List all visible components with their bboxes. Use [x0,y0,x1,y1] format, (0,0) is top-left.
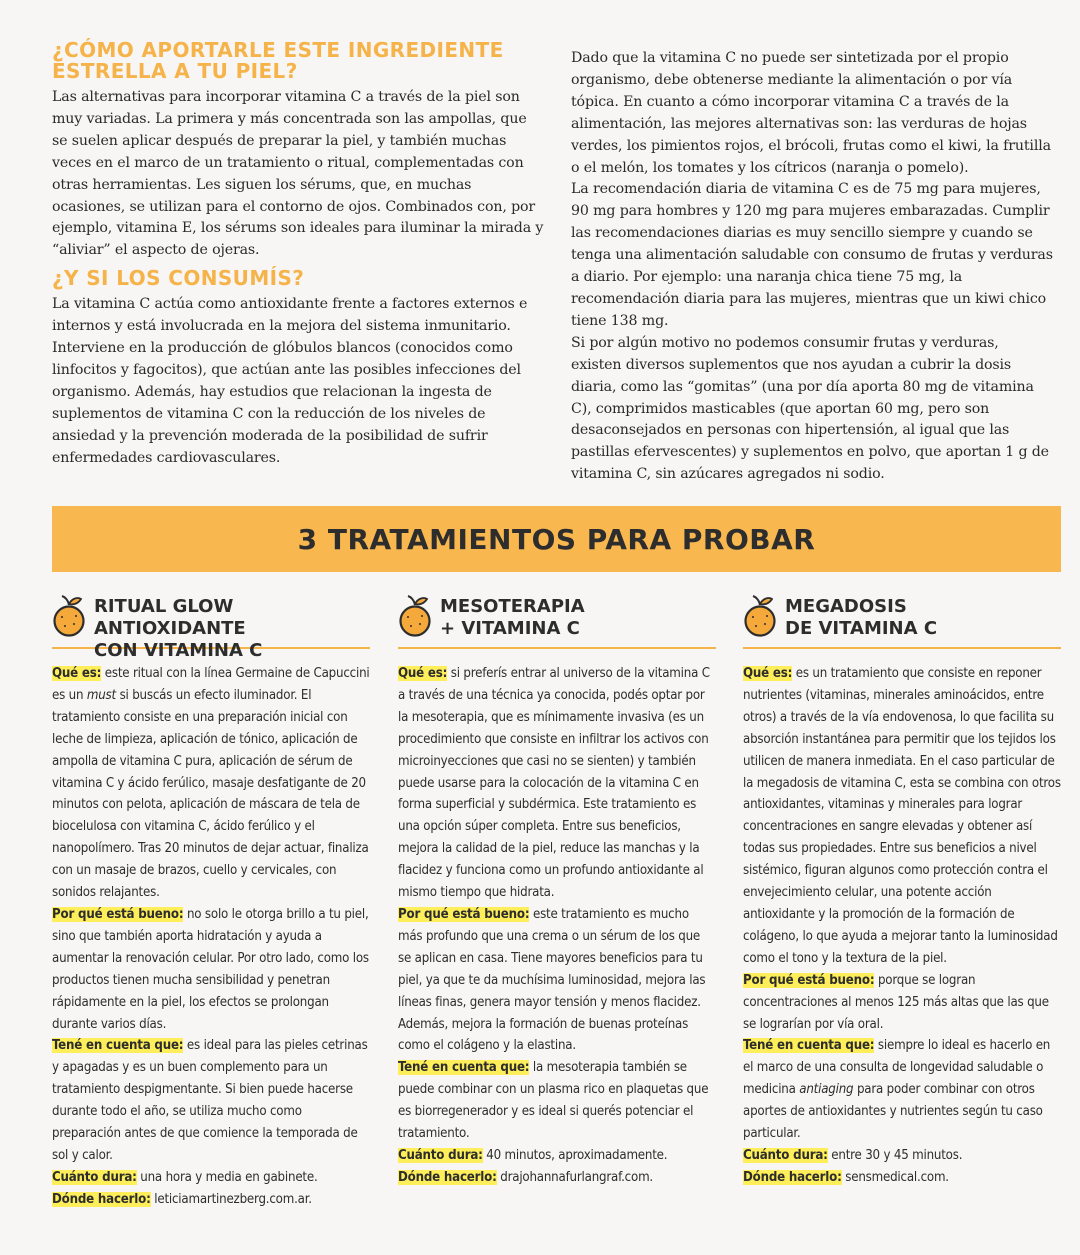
donde-paragraph [398,1167,716,1189]
que-es-paragraph [52,663,370,904]
treatment-mesoterapia [398,593,716,1189]
tene-en-cuenta-paragraph [398,1057,716,1145]
paragraph-suplementos: Si por algún motivo no podemos consumir frutas y verduras, existen diversos suplementos que nos ayudan a cubrir la dosis diaria, como las “gomitas” (una por día aporta 80 mg de vitamina C), comprimidos masticables (que aportan 60 mg, pero son desaconsejados en personas con hipertensión, al igual que las pastillas efervescentes) y suplementos en polvo, que aportan 1 g de vitamina C, sin azúcares agregados ni sodio. [571,334,1049,483]
label-por-que: Por qué está bueno: [743,972,875,988]
cuanto-dura-paragraph [398,1145,716,1167]
label-tene-en-cuenta: Tené en cuenta que: [398,1060,530,1076]
treatment-title-line1: MESOTERAPIA [440,596,585,617]
paragraph-recomendacion: La recomendación diaria de vitamina C es de 75 mg para mujeres, 90 mg para hombres y 120 mg para mujeres embarazadas. Cumplir las recomendaciones diarias es muy sencillo siempre y cuando se tenga una alimentación saludable con consumo de frutas y verduras a diario. Por ejemplo: una naranja chica tiene 75 mg, la recomendación diaria para las mujeres, mientras que un kiwi chico tiene 138 mg. [571,181,1053,329]
label-que-es: Qué es: [398,666,448,681]
por-que-paragraph [52,904,370,1035]
text-tene-en-cuenta: es ideal para las pieles cetrinas y apagadas y es un buen complemento para un tratamiento despigmentante. Si bien puede hacerse durante todo el año, se utiliza mucho como preparación antes de que comience la temporada de sol y calor. [52,1038,368,1163]
por-que-paragraph [398,904,716,1057]
por-que-paragraph [743,970,1061,1036]
donde-paragraph [52,1189,370,1211]
text-donde: drajohannafurlangraf.com. [496,1169,653,1185]
treatment-title-line1: RITUAL GLOW ANTIOXIDANTE [94,596,246,639]
text-tene-em: antiaging [799,1082,854,1098]
text-donde: leticiamartinezberg.com.ar. [150,1191,312,1207]
treatment-body [398,663,716,1189]
treatment-ritual-glow [52,593,370,1211]
label-donde: Dónde hacerlo: [398,1169,497,1185]
treatment-body [52,663,370,1211]
paragraph-sintetizada: Dado que la vitamina C no puede ser sintetizada por el propio organismo, debe obtenerse mediante la alimentación o por vía tópica. En cuanto a cómo incorporar vitamina C a través de la alimentación, las mejores alternativas son: las verduras de hojas verdes, los pimientos rojos, el brócoli, frutas como el kiwi, la frutilla o el melón, los tomates y los cítricos (naranja o pomelo). [571,50,1051,176]
label-por-que: Por qué está bueno: [398,906,530,922]
label-donde: Dónde hacerlo: [52,1191,151,1207]
text-tene-cont: para poder combinar con otros aportes de antioxidantes y nutrientes según tu caso particular. [743,1082,1043,1142]
text-que-es: es un tratamiento que consiste en reponer nutrientes (vitaminas, minerales aminoácidos, entre otros) a través de la vía endovenosa, lo que facilita su absorción instantánea para permitir que los tejidos los utilicen de manera inmediata. En el caso particular de la megadosis de vitamina C, esta se combina con otros antioxidantes, vitaminas y minerales para lograr concentraciones en sangre elevadas y obtener así todas sus propiedades. Entre sus beneficios a nivel sistémico, figuran algunos como protección contra el envejecimiento celular, una potente acción antioxidante y la promoción de la formación de colágeno, lo que ayuda a mejorar tanto la luminosidad como el tono y la textura de la piel. [743,666,1061,966]
divider-rule [743,647,1061,649]
treatment-megadosis [743,593,1061,1189]
label-tene-en-cuenta: Tené en cuenta que: [743,1038,875,1054]
treatment-title-line2: DE VITAMINA C [785,618,938,639]
treatment-title [94,593,370,662]
heading-como-aportarle: ¿CÓMO APORTARLE ESTE INGREDIENTE ESTRELLA A TU PIEL? [52,38,504,83]
article-top [52,38,1053,483]
que-es-paragraph [743,663,1061,970]
banner-title: 3 TRATAMIENTOS PARA PROBAR [297,522,816,556]
cuanto-dura-paragraph [743,1145,1061,1167]
treatment-title-line2: CON VITAMINA C [94,640,263,661]
label-que-es: Qué es: [52,666,102,681]
orange-fruit-icon [743,593,777,637]
label-que-es: Qué es: [743,666,793,681]
text-cuanto-dura: 40 minutos, aproximadamente. [482,1147,668,1163]
text-cuanto-dura: una hora y media en gabinete. [136,1169,318,1185]
treatment-title [785,593,937,640]
treatment-header [743,593,1061,643]
que-es-paragraph [398,663,716,904]
treatment-title-line2: + VITAMINA C [440,618,580,639]
heading-si-los-consumis: ¿Y SI LOS CONSUMÍS? [52,266,305,291]
text-que-es-em: must [86,687,116,703]
text-donde: sensmedical.com. [841,1169,949,1185]
treatment-header [398,593,716,643]
right-column [571,48,1053,486]
text-tene-en-cuenta: la mesoterapia también se puede combinar con un plasma rico en plaquetas que es biorregenerador y es ideal si querés potenciar el tratamiento. [398,1060,709,1142]
treatment-body [743,663,1061,1189]
orange-fruit-icon [398,593,432,637]
text-tene-en-cuenta: siempre lo ideal es hacerlo en el marco de una consulta de longevidad saludable o medicina [743,1038,1051,1098]
paragraph-alternativas: Las alternativas para incorporar vitamina C a través de la piel son muy variadas. La primera y más concentrada son las ampollas, que se suelen aplicar después de preparar la piel, y también muchas veces en el marco de un tratamiento o ritual, complementadas con otras herramientas. Les siguen los sérums, que, en muchas ocasiones, se utilizan para el contorno de ojos. Combinados con, por ejemplo, vitamina E, los sérums son ideales para iluminar la mirada y “aliviar” el aspecto de ojeras. [52,89,544,259]
treatment-title [440,593,585,640]
label-cuanto-dura: Cuánto dura: [52,1169,137,1185]
section-banner [52,506,1061,572]
paragraph-antioxidante: La vitamina C actúa como antioxidante frente a factores externos e internos y está involucrada en la mejora del sistema inmunitario. Interviene en la producción de glóbulos blancos (conocidos como linfocitos y fagocitos), que actúan ante las posibles infecciones del organismo. Además, hay estudios que relacionan la ingesta de suplementos de vitamina C con la reducción de los niveles de ansiedad y la prevención moderada de la posibilidad de sufrir enfermedades cardiovasculares. [52,296,528,466]
label-cuanto-dura: Cuánto dura: [743,1147,828,1163]
text-cuanto-dura: entre 30 y 45 minutos. [827,1147,963,1163]
text-que-es-cont: si buscás un efecto iluminador. El tratamiento consiste en una preparación inicial con leche de limpieza, aplicación de tónico, aplicación de ampolla de vitamina C pura, aplicación de sérum de vitamina C y ácido ferúlico, masaje desfatigante de 20 minutos con pelota, aplicación de máscara de tela de biocelulosa con vitamina C, ácido ferúlico y el nanopolímero. Tras 20 minutos de dejar actuar, finaliza con un masaje de brazos, cuello y cervicales, con sonidos relajantes. [52,687,369,901]
label-tene-en-cuenta: Tené en cuenta que: [52,1038,184,1054]
text-por-que: porque se logran concentraciones al menos 125 más altas que las que se lograrían por vía oral. [743,972,1049,1032]
treatment-header [52,593,370,661]
text-que-es: este ritual con la línea Germaine de Capuccini es un [52,666,370,703]
tene-en-cuenta-paragraph [52,1035,370,1166]
label-por-que: Por qué está bueno: [52,906,184,922]
text-por-que: este tratamiento es mucho más profundo que una crema o un sérum de los que se aplican en casa. Tiene mayores beneficios para tu piel, ya que te da muchísima luminosidad, mejora las líneas finas, genera mayor tensión y menos flacidez. Además, mejora la formación de buenas proteínas como el colágeno y la elastina. [398,906,706,1054]
text-por-que: no solo le otorga brillo a tu piel, sino que también aporta hidratación y ayuda a aumentar la renovación celular. Por otro lado, como los productos tienen mucha sensibilidad y penetran rápidamente en la piel, los efectos se prolongan durante varios días. [52,906,369,1032]
donde-paragraph [743,1167,1061,1189]
orange-fruit-icon [52,593,86,637]
treatment-title-line1: MEGADOSIS [785,596,907,617]
divider-rule [398,647,716,649]
cuanto-dura-paragraph [52,1167,370,1189]
label-cuanto-dura: Cuánto dura: [398,1147,483,1163]
left-column [52,40,544,470]
tene-en-cuenta-paragraph [743,1035,1061,1145]
text-que-es: si preferís entrar al universo de la vitamina C a través de una técnica ya conocida, podés optar por la mesoterapia, que es mínimamente invasiva (es un procedimiento que consiste en infiltrar los activos con microinyecciones que casi no se sienten) y también puede usarse para la colocación de la vitamina C en forma superficial y subdérmica. Este tratamiento es una opción súper completa. Entre sus beneficios, mejora la calidad de la piel, reduce las manchas y la flacidez y funciona como un profundo antioxidante al mismo tiempo que hidrata. [398,666,710,901]
label-donde: Dónde hacerlo: [743,1169,842,1185]
